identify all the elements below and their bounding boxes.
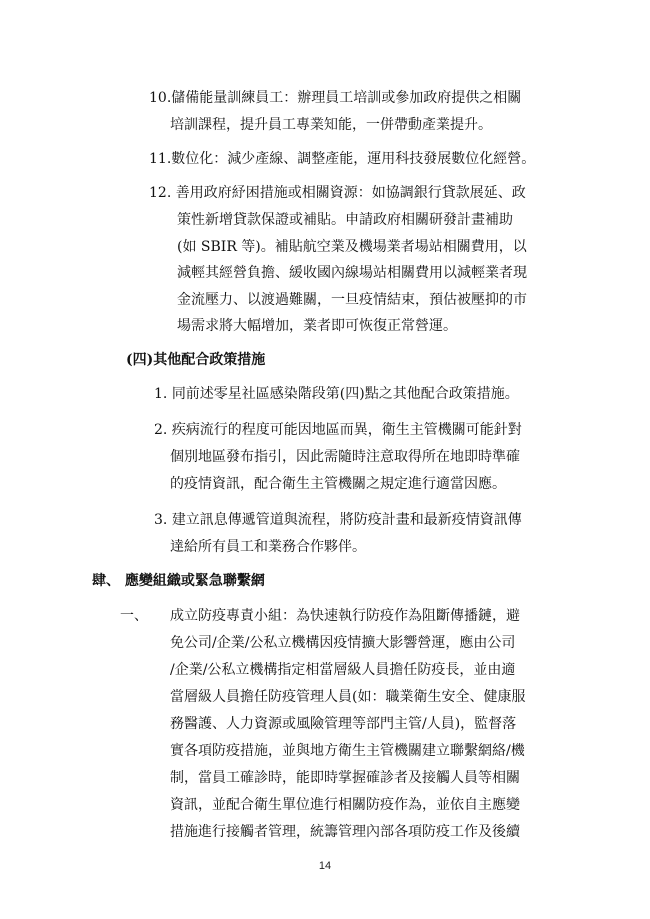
item-text-line: 善用政府紓困措施或相關資源：如協調銀行貸款展延、政 — [175, 185, 526, 201]
item-text-line: 的疫情資訊，配合衛生主管機關之規定進行適當因應。 — [170, 476, 506, 492]
item-number: 1. — [154, 386, 168, 402]
paragraph-line: 資訊，並配合衛生單位進行相關防疫作為，並依自主應變 — [170, 797, 520, 813]
paragraph-line: 措施進行接觸者管理，統籌管理內部各項防疫工作及後續 — [170, 824, 520, 840]
item-text-line: 建立訊息傳遞管道與流程，將防疫計畫和最新疫情資訊傳 — [171, 512, 522, 528]
item-text-line: (如 SBIR 等)。補貼航空業及機場業者場站相關費用，以 — [177, 239, 527, 255]
paragraph-line: 務醫護、人力資源或風險管理等部門主管/人員)，監督落 — [170, 716, 517, 732]
item-text-line: 場需求將大幅增加，業者即可恢復正常營運。 — [177, 318, 457, 334]
paragraph-line: 實各項防疫措施，並與地方衛生主管機關建立聯繫網絡/機 — [170, 743, 525, 759]
item-number: 2. — [154, 422, 168, 438]
item-text-line: 同前述零星社區感染階段第(四)點之其他配合政策措施。 — [171, 386, 519, 402]
item-number: 12. — [149, 185, 172, 201]
item-text-line: 培訓課程，提升員工專業知能，一併帶動產業提升。 — [170, 117, 492, 133]
item-number: 3. — [154, 512, 168, 528]
paragraph-line: 制，當員工確診時，能即時掌握確診者及接觸人員等相關 — [170, 770, 520, 786]
page-number: 14 — [318, 860, 332, 872]
chapter-heading — [92, 571, 265, 591]
paragraph-line: /企業/公私立機構指定相當層級人員擔任防疫長，並由適 — [170, 662, 516, 678]
item-text-line: 策性新增貸款保證或補貼。申請政府相關研發計畫補助 — [177, 212, 513, 228]
chapter-title: 應變組織或緊急聯繫網 — [124, 573, 265, 589]
item-text-line: 個別地區發布指引，因此需隨時注意取得所在地即時準確 — [170, 449, 520, 465]
item-text-line: 減輕其經營負擔、緩收國內線場站相關費用以減輕業者現 — [177, 265, 527, 281]
item-text-line: 疾病流行的程度可能因地區而異，衛生主管機關可能針對 — [171, 422, 522, 438]
section-heading: (四)其他配合政策措施 — [126, 352, 266, 368]
item-number: 10. — [149, 90, 172, 106]
item-text-line: 數位化：減少產線、調整產能，運用科技發展數位化經營。 — [171, 151, 536, 167]
item-text-line: 達給所有員工和業務合作夥伴。 — [170, 539, 366, 555]
chapter-number: 肆、 — [92, 573, 120, 589]
item-text-line: 儲備能量訓練員工：辦理員工培訓或參加政府提供之相關 — [171, 90, 522, 106]
paragraph-line: 成立防疫專責小組：為快速執行防疫作為阻斷傳播鏈，避 — [170, 608, 520, 624]
paragraph-line: 免公司/企業/公私立機構因疫情擴大影響營運，應由公司 — [170, 635, 516, 651]
item-text-line: 金流壓力、以渡過難關，一旦疫情結束，預估被壓抑的市 — [177, 292, 527, 308]
paragraph-line: 當層級人員擔任防疫管理人員(如：職業衛生安全、健康服 — [170, 689, 526, 705]
item-number: 11. — [149, 151, 172, 167]
subsection-number: 一、 — [120, 608, 148, 624]
